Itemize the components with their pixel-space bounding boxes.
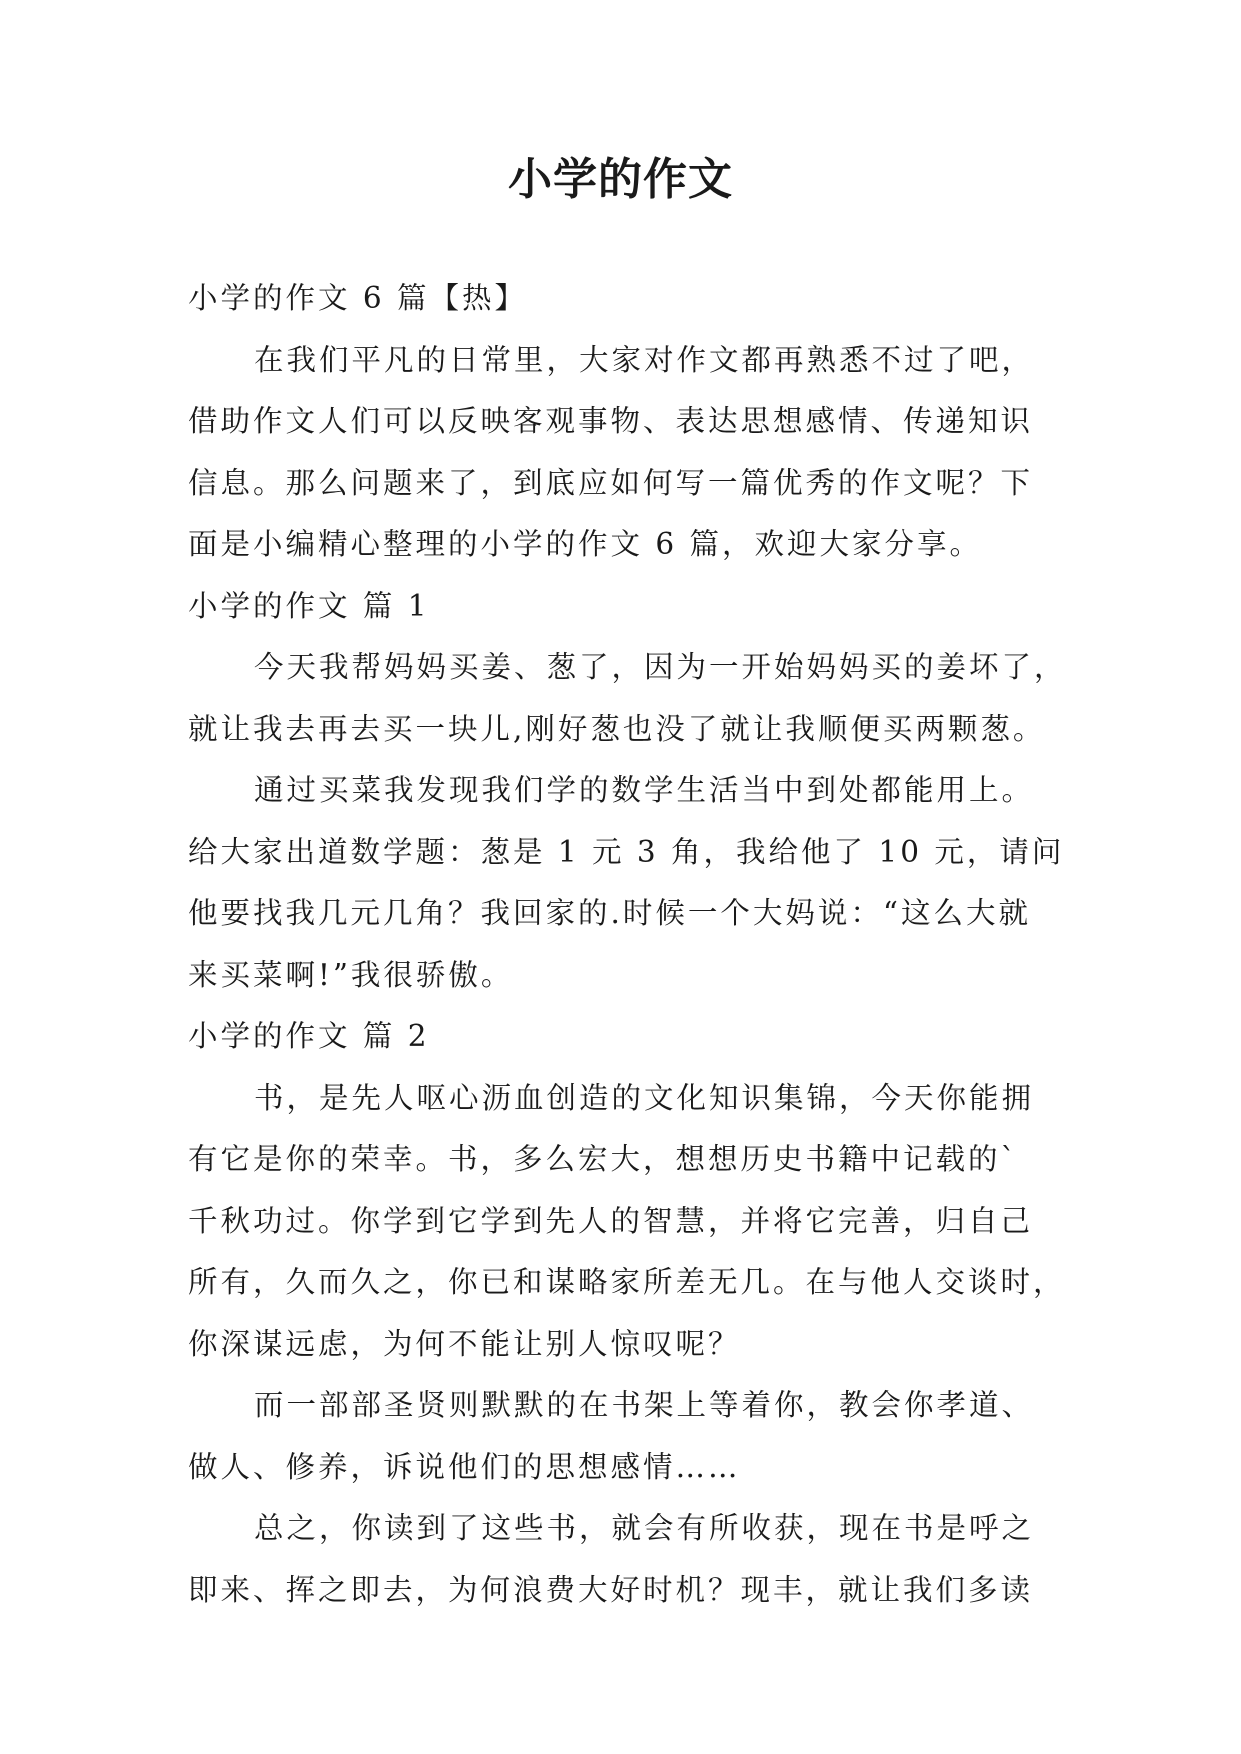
paragraph-line: 做人、修养，诉说他们的思想感情…… <box>188 1449 741 1484</box>
paragraph-line: 他要找我几元几角？我回家的.时候一个大妈说：“这么大就 <box>188 896 1031 930</box>
paragraph-line: 总之，你读到了这些书，就会有所收获，现在书是呼之 <box>254 1511 1035 1545</box>
paragraph-line: 给大家出道数学题：葱是 1 元 3 角，我给他了 10 元，请问 <box>188 834 1065 869</box>
document-subtitle: 小学的作文 6 篇【热】 <box>188 281 528 315</box>
paragraph-line: 今天我帮妈妈买姜、葱了，因为一开始妈妈买的姜坏了， <box>254 650 1067 684</box>
paragraph-line: 而一部部圣贤则默默的在书架上等着你，教会你孝道、 <box>254 1388 1035 1422</box>
paragraph-line: 在我们平凡的日常里，大家对作文都再熟悉不过了吧， <box>254 342 1035 377</box>
document-body <box>188 268 1068 1621</box>
paragraph-line: 有它是你的荣幸。书，多么宏大，想想历史书籍中记载的` <box>188 1142 1019 1176</box>
paragraph-line: 借助作文人们可以反映客观事物、表达思想感情、传递知识 <box>188 404 1034 438</box>
paragraph-line: 书，是先人呕心沥血创造的文化知识集锦，今天你能拥 <box>254 1080 1035 1115</box>
paragraph-line: 就让我去再去买一块儿,刚好葱也没了就让我顺便买两颗葱。 <box>188 711 1046 746</box>
paragraph-line: 通过买菜我发现我们学的数学生活当中到处都能用上。 <box>254 773 1035 807</box>
section-heading: 小学的作文 篇 1 <box>188 588 430 623</box>
paragraph-line: 千秋功过。你学到它学到先人的智慧，并将它完善，归自己 <box>188 1203 1034 1238</box>
document-title: 小学的作文 <box>508 154 733 205</box>
paragraph-line: 来买菜啊!”我很骄傲。 <box>188 957 514 992</box>
paragraph-line: 面是小编精心整理的小学的作文 6 篇，欢迎大家分享。 <box>188 527 983 561</box>
paragraph-line: 信息。那么问题来了，到底应如何写一篇优秀的作文呢？下 <box>188 465 1034 500</box>
paragraph-line: 你深谋远虑，为何不能让别人惊叹呢？ <box>188 1326 741 1361</box>
paragraph-line: 所有，久而久之，你已和谋略家所差无几。在与他人交谈时， <box>188 1265 1066 1299</box>
paragraph-line: 即来、挥之即去，为何浪费大好时机？现丰，就让我们多读 <box>188 1572 1034 1607</box>
section-heading: 小学的作文 篇 2 <box>188 1019 430 1053</box>
